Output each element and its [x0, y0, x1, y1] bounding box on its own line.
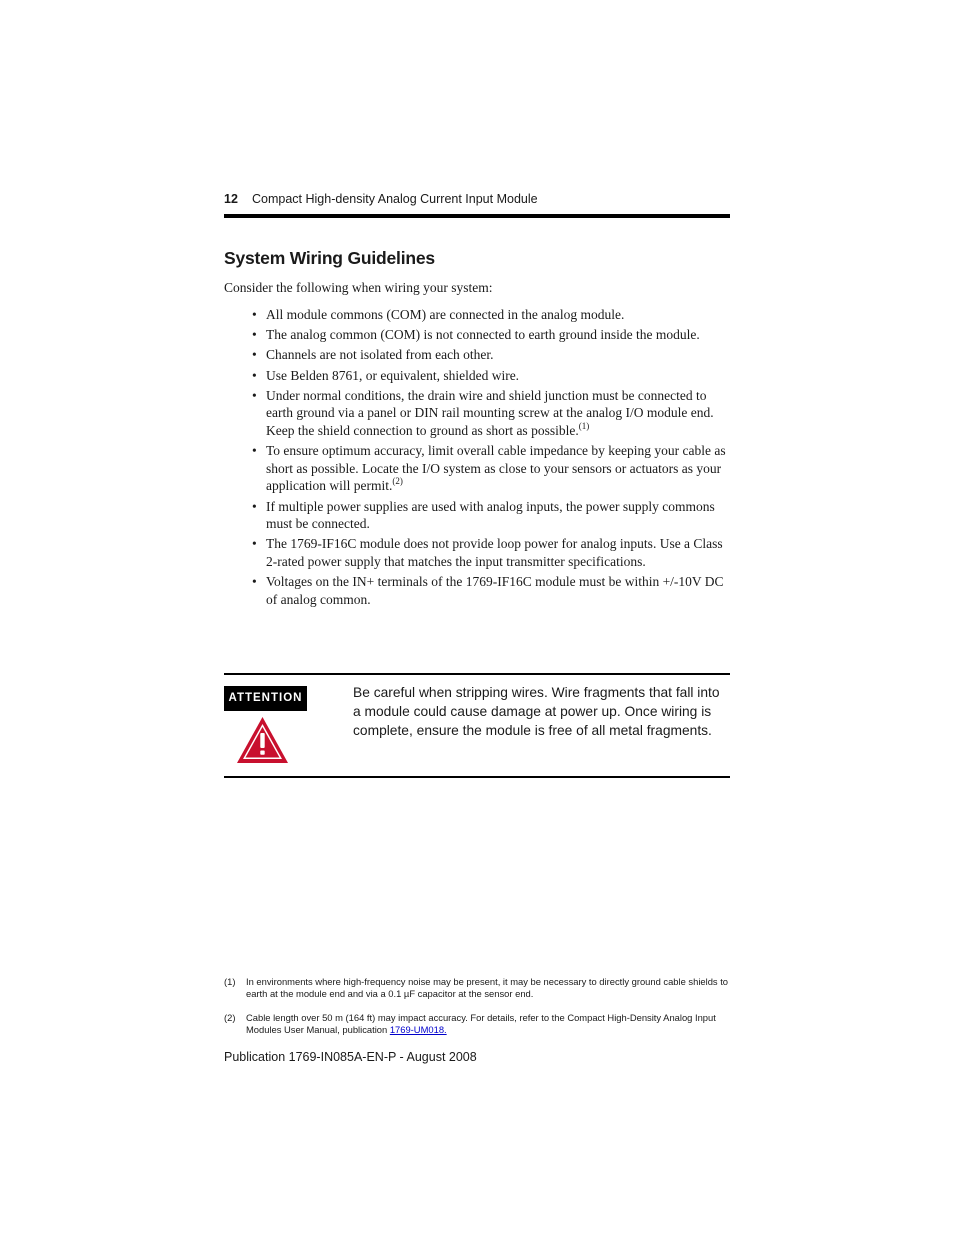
list-item-text: All module commons (COM) are connected in the analog module. [266, 307, 625, 322]
attention-label: ATTENTION [224, 686, 307, 711]
footnote-reference[interactable]: (2) [392, 476, 403, 487]
list-item-text: To ensure optimum accuracy, limit overall cable impedance by keeping your cable as short as possible. Locate the I/O system as close to your sensors or actuators as your application will permit. [266, 443, 726, 494]
page-number: 12 [224, 192, 238, 206]
running-title: Compact High-density Analog Current Input Module [252, 192, 538, 206]
footnotes [224, 976, 730, 1048]
list-item-text: The 1769-IF16C module does not provide loop power for analog inputs. Use a Class 2-rated power supply that matches the input transmitter specifications. [266, 536, 723, 569]
warning-triangle-icon [235, 715, 290, 765]
bullet-icon: • [252, 327, 257, 343]
footnote-reference[interactable]: (1) [578, 420, 590, 431]
bullet-icon: • [252, 347, 257, 363]
wiring-guidelines-list [224, 306, 730, 611]
list-item-text: If multiple power supplies are used with analog inputs, the power supply commons must be connected. [266, 498, 715, 532]
list-item-text: Use Belden 8761, or equivalent, shielded wire. [266, 367, 520, 383]
list-item [224, 498, 730, 533]
footnote-text: Cable length over 50 m (164 ft) may impact accuracy. For details, refer to the Compact High-Density Analog Input Modules User Manual, publication [246, 1012, 716, 1035]
footnote-number: (2) [224, 1012, 236, 1023]
header-rule [224, 214, 730, 218]
list-item [224, 346, 730, 364]
bullet-icon: • [252, 307, 257, 322]
bullet-icon: • [252, 498, 257, 514]
list-item [224, 535, 730, 570]
page-header [224, 192, 730, 208]
footnote [224, 976, 730, 1000]
list-item-text: Voltages on the IN+ terminals of the 1769-IF16C module must be within +/-10V DC of analog common. [266, 574, 724, 607]
list-item-text: Channels are not isolated from each other. [266, 347, 494, 363]
section-title: System Wiring Guidelines [224, 248, 435, 268]
bullet-icon: • [252, 443, 257, 459]
list-item [224, 573, 730, 608]
footnote [224, 1012, 730, 1036]
footnote-number: (1) [224, 976, 236, 987]
footnote-text: In environments where high-frequency noise may be present, it may be necessary to directly ground cable shields to earth at the module end and via a 0.1 µF capacitor at the sensor end. [246, 976, 729, 999]
bullet-icon: • [252, 536, 257, 552]
list-item [224, 326, 730, 344]
list-item [224, 306, 730, 324]
list-item [224, 442, 730, 495]
bullet-icon: • [252, 367, 257, 383]
bullet-icon: • [252, 387, 257, 403]
list-item [224, 367, 730, 385]
intro-paragraph: Consider the following when wiring your system: [224, 280, 493, 295]
bullet-icon: • [252, 574, 257, 590]
publication-link[interactable]: 1769-UM018. [389, 1024, 447, 1035]
list-item [224, 387, 730, 440]
list-item-text: Under normal conditions, the drain wire and shield junction must be connected to earth ground via a panel or DIN rail mounting screw at the analog I/O module end. Keep the shield connection to ground as short as possible. [266, 387, 714, 438]
list-item-text: The analog common (COM) is not connected to earth ground inside the module. [266, 327, 700, 343]
attention-message: Be careful when stripping wires. Wire fragments that fall into a module could cause damage at power up. Once wiring is complete, ensure the module is free of all metal fragments. [353, 685, 720, 738]
publication-footer: Publication 1769-IN085A-EN-P - August 2008 [224, 1050, 477, 1064]
attention-bottom-rule [224, 776, 730, 778]
attention-top-rule [224, 673, 730, 675]
